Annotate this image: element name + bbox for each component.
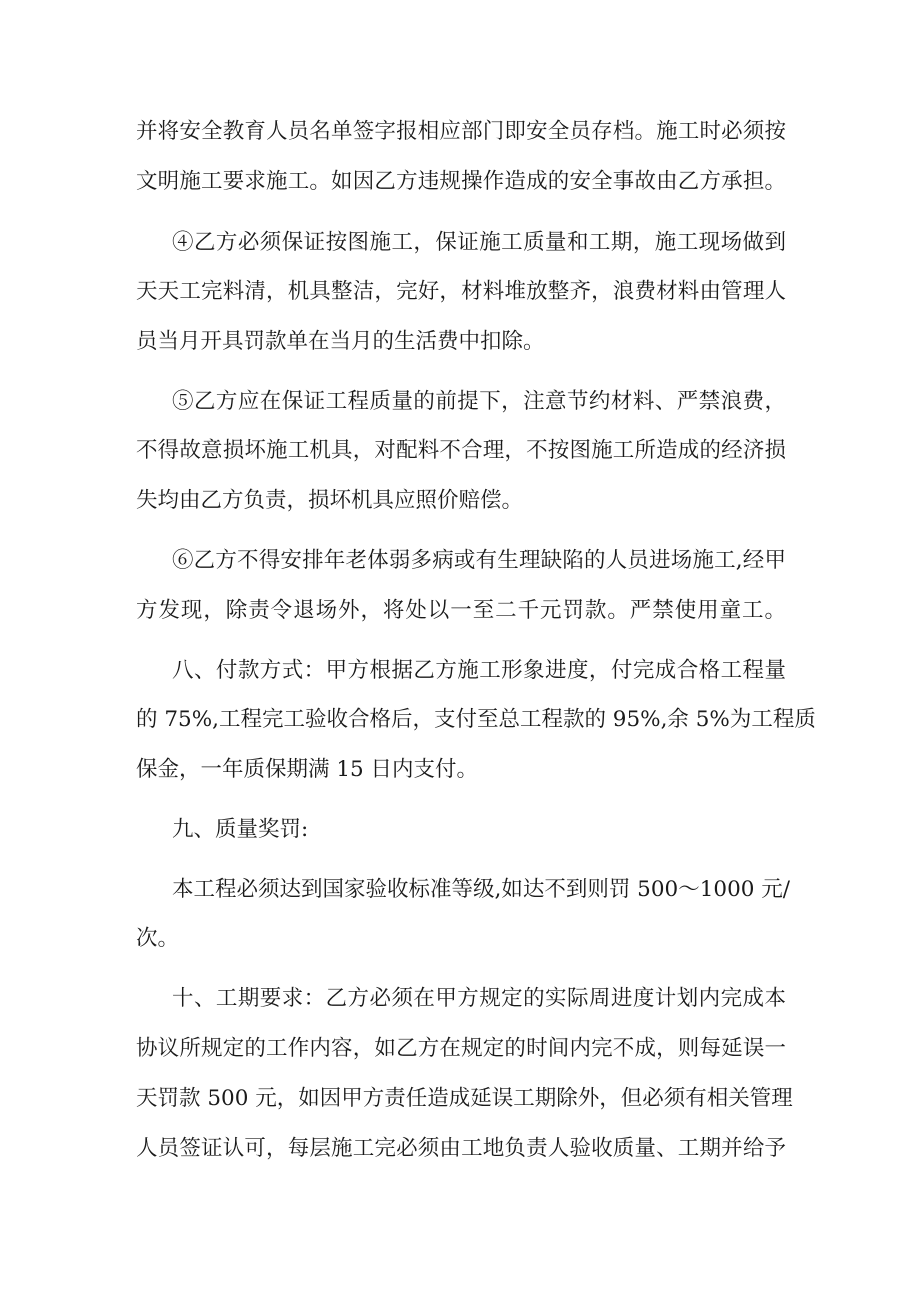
paragraph-item-6-line-2: 方发现，除责令退场外，将处以一至二千元罚款。严禁使用童工。 bbox=[136, 598, 786, 623]
paragraph-item-4-line-1: ④乙方必须保证按图施工，保证施工质量和工期，施工现场做到 bbox=[172, 230, 786, 255]
paragraph-section-10-line-1: 十、工期要求：乙方必须在甲方规定的实际周进度计划内完成本 bbox=[172, 986, 786, 1011]
paragraph-item-5-line-1: ⑤乙方应在保证工程质量的前提下，注意节约材料、严禁浪费， bbox=[172, 389, 786, 414]
paragraph-section-10-line-3: 天罚款 500 元，如因甲方责任造成延误工期除外，但必须有相关管理 bbox=[136, 1086, 793, 1111]
paragraph-item-4-line-2: 天天工完料清，机具整洁，完好，材料堆放整齐，浪费材料由管理人 bbox=[136, 279, 786, 304]
paragraph-section-10-line-2: 协议所规定的工作内容，如乙方在规定的时间内完不成，则每延误一 bbox=[136, 1036, 786, 1061]
paragraph-section-9-line-1: 本工程必须达到国家验收标准等级,如达不到则罚 500～1000 元/ bbox=[172, 877, 791, 902]
paragraph-section-9-line-2: 次。 bbox=[136, 926, 180, 951]
paragraph-section-8-line-3: 保金，一年质保期满 15 日内支付。 bbox=[136, 757, 479, 782]
paragraph-safety-line-2: 文明施工要求施工。如因乙方违规操作造成的安全事故由乙方承担。 bbox=[136, 169, 786, 194]
paragraph-item-4-line-3: 员当月开具罚款单在当月的生活费中扣除。 bbox=[136, 329, 545, 354]
section-9-heading: 九、质量奖罚: bbox=[172, 817, 309, 842]
paragraph-section-10-line-4: 人员签证认可，每层施工完必须由工地负责人验收质量、工期并给予 bbox=[136, 1136, 786, 1161]
paragraph-section-8-line-1: 八、付款方式：甲方根据乙方施工形象进度，付完成合格工程量 bbox=[172, 658, 786, 683]
paragraph-item-5-line-2: 不得故意损坏施工机具，对配料不合理，不按图施工所造成的经济损 bbox=[136, 438, 786, 463]
paragraph-item-6-line-1: ⑥乙方不得安排年老体弱多病或有生理缺陷的人员进场施工,经甲 bbox=[172, 548, 786, 573]
paragraph-safety-line-1: 并将安全教育人员名单签字报相应部门即安全员存档。施工时必须按 bbox=[136, 119, 786, 144]
paragraph-section-8-line-2: 的 75%,工程完工验收合格后，支付至总工程款的 95%,余 5%为工程质 bbox=[136, 707, 816, 732]
paragraph-item-5-line-3: 失均由乙方负责，损坏机具应照价赔偿。 bbox=[136, 488, 524, 513]
